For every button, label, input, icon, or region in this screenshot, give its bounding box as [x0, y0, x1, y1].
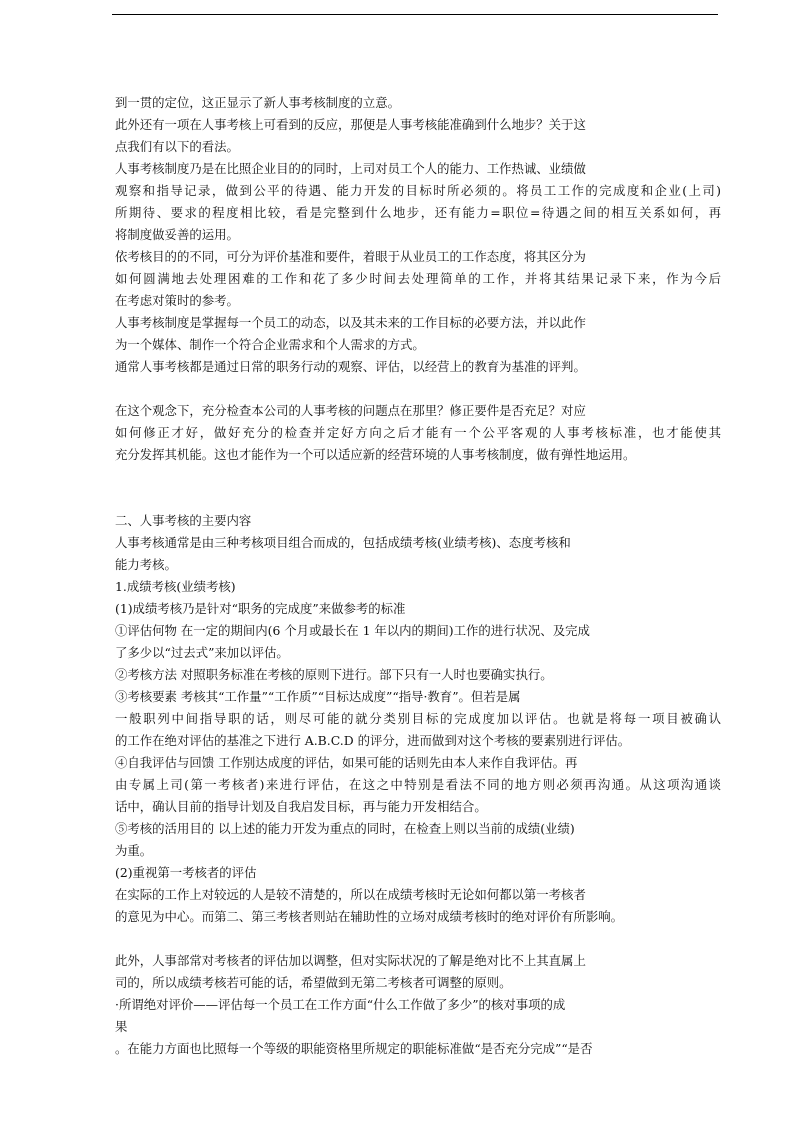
- text-line: 此外，人事部常对考核者的评估加以调整，但对实际状况的了解是绝对比不上其直属上: [115, 953, 586, 968]
- text-line: 话中，确认目前的指导计划及自我启发目标，再与能力开发相结合。: [115, 799, 487, 814]
- text-line: 到一贯的定位，这正显示了新人事考核制度的立意。: [115, 95, 400, 110]
- text-line: 点我们有以下的看法。: [115, 139, 239, 154]
- paragraph-gap: [115, 466, 721, 488]
- text-line: ④自我评估与回馈 工作别达成度的评估，如果可能的话则先由本人来作自我评估。再: [115, 755, 578, 770]
- body-text: [115, 92, 721, 1060]
- text-line: 人事考核通常是由三种考核项目组合而成的，包括成绩考核(业绩考核)、态度考核和: [115, 535, 571, 550]
- text-line: 在考虑对策时的参考。: [115, 293, 239, 308]
- text-line: 由专属上司(第一考核者)来进行评估，在这之中特别是看法不同的地方则必须再沟通。从这项沟通谈: [115, 777, 721, 792]
- text-line: 的工作在绝对评估的基准之下进行 A.B.C.D 的评分，进而做到对这个考核的要素别进行评估。: [115, 733, 631, 748]
- text-line: 司的，所以成绩考核若可能的话，希望做到无第二考核者可调整的原则。: [115, 975, 512, 990]
- text-line: 1.成绩考核(业绩考核): [115, 579, 236, 594]
- text-line: 。在能力方面也比照每一个等级的职能资格里所规定的职能标准做“是否充分完成”“是否: [115, 1041, 593, 1056]
- text-line: 为一个媒体、制作一个符合企业需求和个人需求的方式。: [115, 337, 425, 352]
- text-line: 一般职列中间指导职的话，则尽可能的就分类别目标的完成度加以评估。也就是将每一项目被确认: [115, 711, 721, 726]
- text-line: 为重。: [115, 843, 153, 858]
- text-line: ②考核方法 对照职务标准在考核的原则下进行。部下只有一人时也要确实执行。: [115, 667, 553, 682]
- text-line: 在这个观念下，充分检查本公司的人事考核的问题点在那里？修正要件是否充足？对应: [115, 403, 586, 418]
- text-line: 能力考核。: [115, 557, 177, 572]
- text-line: 此外还有一项在人事考核上可看到的反应，那便是人事考核能准确到什么地步？关于这: [115, 117, 586, 132]
- text-line: (1)成绩考核乃是针对“职务的完成度”来做参考的标准: [115, 601, 406, 616]
- text-line: (2)重视第一考核者的评估: [115, 865, 257, 880]
- text-line: 将制度做妥善的运用。: [115, 227, 239, 242]
- text-line: ·所谓绝对评价——评估每一个员工在工作方面“什么工作做了多少”的核对事项的成: [115, 997, 566, 1012]
- paragraph-gap: [115, 928, 721, 950]
- text-line: 观察和指导记录，做到公平的待遇、能力开发的目标时所必须的。将员工工作的完成度和企业(上司): [115, 183, 721, 198]
- text-line: 的意见为中心。而第二、第三考核者则站在辅助性的立场对成绩考核时的绝对评价有所影响。: [115, 909, 624, 924]
- text-line: 人事考核制度是掌握每一个员工的动态，以及其未来的工作目标的必要方法，并以此作: [115, 315, 586, 330]
- text-line: 人事考核制度乃是在比照企业目的的同时，上司对员工个人的能力、工作热诚、业绩做: [115, 161, 586, 176]
- text-line: 果: [115, 1019, 128, 1034]
- text-line: 通常人事考核都是通过日常的职务行动的观察、评估，以经营上的教育为基准的评判。: [115, 359, 586, 374]
- text-line: ⑤考核的活用目的 以上述的能力开发为重点的同时，在检查上则以当前的成绩(业绩): [115, 821, 575, 836]
- text-line: 所期待、要求的程度相比较，看是完整到什么地步，还有能力=职位=待遇之间的相互关系如何，再: [115, 205, 721, 220]
- text-line: 二、人事考核的主要内容: [115, 513, 252, 528]
- text-line: 如何修正才好，做好充分的检查并定好方向之后才能有一个公平客观的人事考核标准，也才能使其: [115, 425, 721, 440]
- text-line: ③考核要素 考核其“工作量”“工作质”“目标达成度”“指导·教育”。但若是属: [115, 689, 521, 704]
- text-line: 如何圆满地去处理困难的工作和花了多少时间去处理简单的工作，并将其结果记录下来，作为今后: [115, 271, 721, 286]
- text-line: 在实际的工作上对较远的人是较不清楚的，所以在成绩考核时无论如何都以第一考核者: [115, 887, 586, 902]
- text-line: 依考核目的的不同，可分为评价基准和要件，着眼于从业员工的工作态度，将其区分为: [115, 249, 586, 264]
- paragraph-gap: [115, 378, 721, 400]
- paragraph-gap: [115, 488, 721, 510]
- text-line: 了多少以“过去式”来加以评估。: [115, 645, 289, 660]
- text-line: 充分发挥其机能。这也才能作为一个可以适应新的经营环境的人事考核制度，做有弹性地运用。: [115, 447, 636, 462]
- text-line: ①评估何物 在一定的期间内(6 个月或最长在 1 年以内的期间)工作的进行状况、及完成: [115, 623, 590, 638]
- header-rule: [112, 14, 718, 15]
